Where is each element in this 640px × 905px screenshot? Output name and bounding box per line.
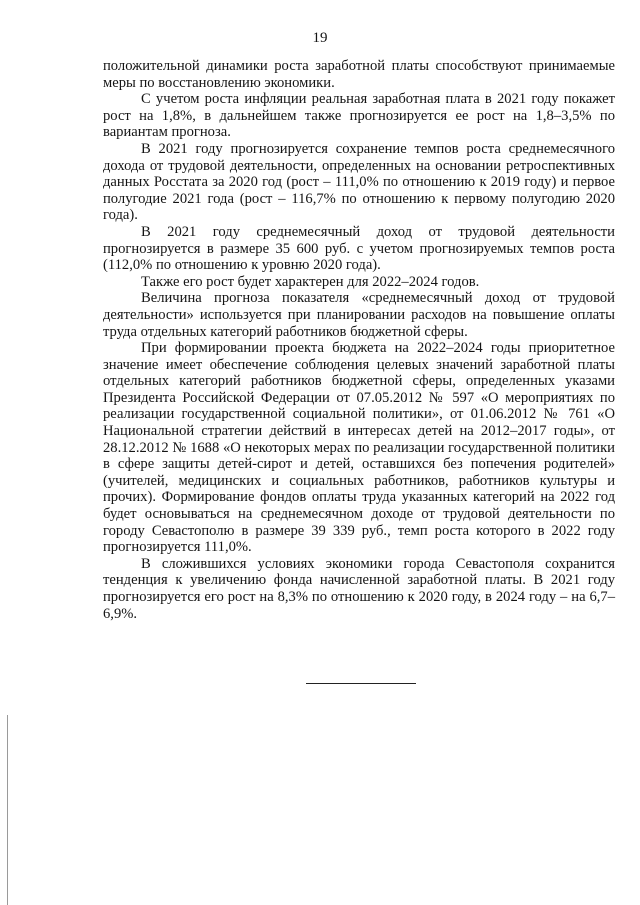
paragraph-3: В 2021 году прогнозируется сохранение темпов роста среднемесячного дохода от трудовой деятельности, определенных на основании ретроспективных данных Росстата за 2020 год (рост – 111,0% по отношению к 2019 году) и первое полугодие 2021 года (рост – 116,7% по отношению к первому полугодию 2020 года).: [103, 140, 615, 224]
page-number: 19: [312, 30, 328, 46]
paragraph-7: При формировании проекта бюджета на 2022–2024 годы приоритетное значение имеет обеспечение соблюдения целевых значений заработной платы отдельных категорий работников бюджетной сферы, определенных указами Президента Российской Федерации от 07.05.2012 № 597 «О мероприятиях по реализации государственной социальной политики», от 01.06.2012 № 761 «О Национальной стратегии действий в интересах детей на 2012–2017 годы», от 28.12.2012 № 1688 «О некоторых мерах по реализации государственной политики в сфере защиты детей-сирот и детей, оставшихся без попечения родителей» (учителей, медицинских и социальных работников, работников культуры и прочих). Формирование фондов оплаты труда указанных категорий на 2022 год будет основываться на среднемесячном доходе от трудовой деятельности по городу Севастополю в размере 39 339 руб., темп роста которого в 2022 году прогнозируется 111,0%.: [103, 340, 615, 556]
scan-edge-line: [7, 715, 8, 905]
paragraph-8: В сложившихся условиях экономики города Севастополя сохранится тенденция к увеличению фонда начисленной заработной платы. В 2021 году прогнозируется его рост на 8,3% по отношению к 2020 году, в 2024 году – на 6,7–6,9%.: [103, 555, 615, 622]
paragraph-2: С учетом роста инфляции реальная заработная плата в 2021 году покажет рост на 1,8%, в дальнейшем также прогнозируется ее рост на 1,8–3,5% по вариантам прогноза.: [103, 91, 615, 141]
paragraph-5: Также его рост будет характерен для 2022–2024 годов.: [141, 273, 480, 290]
paragraph-4: В 2021 году среднемесячный доход от трудовой деятельности прогнозируется в размере 35 600 руб. с учетом прогнозируемых темпов роста (112,0% по отношению к уровню 2020 года).: [103, 223, 615, 274]
document-body: [103, 58, 615, 622]
end-divider: [306, 683, 416, 684]
paragraph-6: Величина прогноза показателя «среднемесячный доход от трудовой деятельности» используется при планировании расходов на повышение оплаты труда отдельных категорий работников бюджетной сферы.: [103, 290, 615, 340]
paragraph-1: положительной динамики роста заработной платы способствуют принимаемые меры по восстановлению экономики.: [103, 58, 615, 91]
